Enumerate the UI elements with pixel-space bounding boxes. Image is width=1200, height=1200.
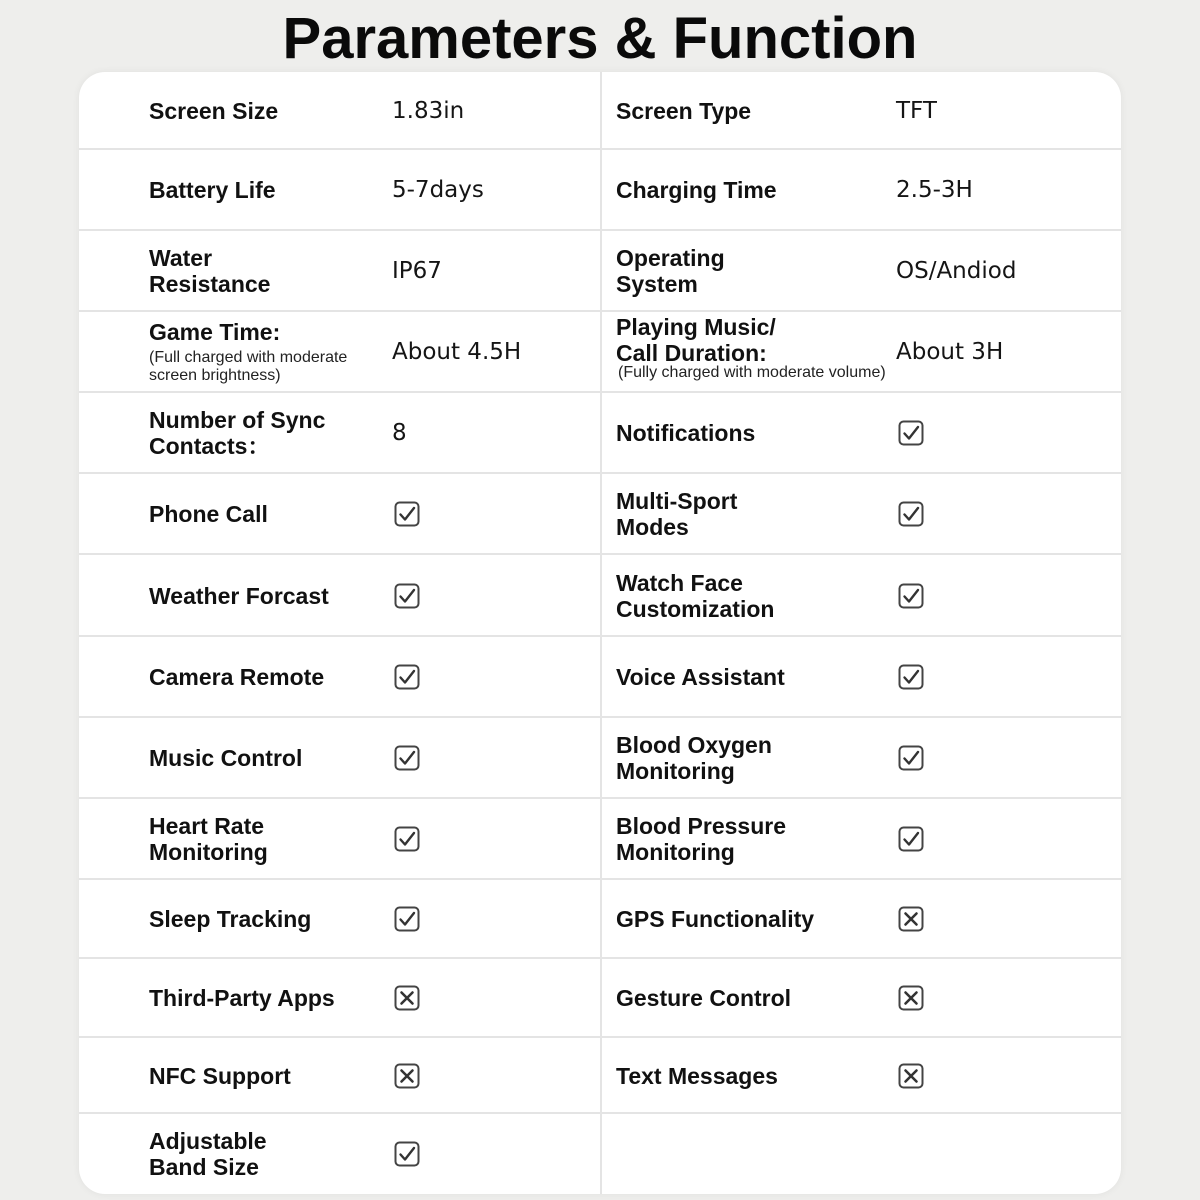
crossed-box-icon (898, 1063, 924, 1089)
table-row (79, 230, 1121, 311)
spec-label-text: Third-Party Apps (149, 985, 335, 1011)
spec-label-text: Weather Forcast (149, 582, 329, 609)
spec-check (392, 799, 592, 879)
spec-label-text: Screen Type (616, 97, 752, 124)
spec-value-text: About 4.5H (392, 339, 522, 365)
spec-label-text: Watch Face Customization (616, 569, 775, 622)
spec-check (392, 637, 592, 717)
crossed-box-icon (898, 985, 924, 1011)
spec-label-text: Number of Sync Contacts： (149, 406, 326, 459)
spec-label (616, 555, 886, 636)
spec-label (616, 799, 886, 879)
spec-label (616, 474, 886, 554)
spec-check (392, 474, 592, 554)
checked-box-icon (394, 906, 420, 932)
spec-label (616, 637, 886, 717)
crossed-box-icon (394, 1063, 420, 1089)
spec-check (896, 959, 1116, 1037)
spec-value (392, 230, 592, 311)
page-title: Parameters & Function (282, 6, 918, 71)
spec-note: (Fully charged with moderate volume) (618, 364, 886, 381)
spec-label (149, 1114, 389, 1194)
spec-value-text: 2.5-3H (896, 177, 973, 203)
spec-label-text: GPS Functionality (616, 906, 815, 932)
spec-value-text: OS/Andiod (896, 257, 1017, 284)
spec-label-text: Blood Pressure Monitoring (616, 813, 786, 865)
spec-label (149, 637, 389, 717)
spec-value (896, 230, 1116, 311)
spec-value-text: About 3H (896, 339, 1004, 365)
checked-box-icon (898, 664, 924, 690)
spec-label (616, 230, 886, 311)
spec-label (616, 150, 886, 230)
checked-box-icon (898, 501, 924, 527)
spec-label (616, 72, 886, 149)
spec-label (616, 312, 886, 394)
table-row (79, 392, 1121, 473)
checked-box-icon (898, 583, 924, 609)
spec-check (896, 474, 1116, 554)
spec-label-text: Notifications (616, 419, 756, 446)
spec-label-text: Charging Time (616, 177, 777, 203)
spec-label (149, 799, 389, 879)
spec-label-text: Text Messages (616, 1062, 778, 1089)
spec-label (149, 312, 389, 392)
checked-box-icon (394, 826, 420, 852)
spec-label-text: Sleep Tracking (149, 906, 312, 932)
spec-label (149, 72, 389, 149)
crossed-box-icon (898, 906, 924, 932)
spec-label (616, 959, 886, 1037)
spec-check (896, 637, 1116, 717)
spec-check (896, 392, 1116, 473)
spec-label (616, 392, 886, 473)
spec-value-text: IP67 (392, 257, 442, 284)
table-row (79, 880, 1121, 958)
checked-box-icon (898, 826, 924, 852)
spec-table (79, 72, 1121, 1194)
spec-label (149, 230, 389, 311)
spec-label (149, 718, 389, 798)
spec-value (392, 392, 592, 473)
checked-box-icon (898, 420, 924, 446)
spec-note: (Full charged with moderate screen brightness) (149, 349, 348, 384)
spec-label (149, 959, 389, 1037)
checked-box-icon (394, 501, 420, 527)
spec-label-text: Multi-Sport Modes (616, 488, 738, 540)
spec-value (392, 72, 592, 149)
spec-label-text: Music Control (149, 745, 303, 771)
spec-check (392, 1038, 592, 1113)
spec-label-text: Water Resistance (149, 244, 271, 297)
table-row (79, 1038, 1121, 1113)
spec-label-text: Playing Music/ Call Duration: (616, 314, 776, 366)
table-row (79, 959, 1121, 1037)
spec-label-text: Phone Call (149, 501, 268, 527)
table-row (79, 637, 1121, 717)
spec-label-text: Adjustable Band Size (149, 1128, 267, 1180)
spec-value (896, 312, 1116, 392)
spec-label (149, 1038, 389, 1113)
spec-check (896, 799, 1116, 879)
table-row (79, 150, 1121, 230)
table-row (79, 799, 1121, 879)
spec-check (896, 718, 1116, 798)
spec-value (392, 312, 592, 392)
table-row (79, 555, 1121, 636)
spec-value (896, 150, 1116, 230)
spec-label (616, 880, 886, 958)
spec-label-text: Game Time: (149, 319, 281, 345)
table-row (79, 474, 1121, 554)
spec-label-text: Heart Rate Monitoring (149, 813, 268, 865)
spec-value-text: 1.83in (392, 97, 465, 124)
spec-label (149, 880, 389, 958)
spec-check (896, 1038, 1116, 1113)
spec-value-text: TFT (896, 97, 937, 124)
spec-value (896, 72, 1116, 149)
spec-check (392, 959, 592, 1037)
spec-label-text: Gesture Control (616, 985, 792, 1011)
spec-label-text: Voice Assistant (616, 664, 785, 690)
table-row (79, 1114, 1121, 1194)
spec-value (392, 150, 592, 230)
spec-label (149, 392, 389, 473)
checked-box-icon (394, 583, 420, 609)
crossed-box-icon (394, 985, 420, 1011)
spec-label-text: Camera Remote (149, 664, 325, 690)
spec-label-text: Battery Life (149, 177, 276, 203)
checked-box-icon (898, 745, 924, 771)
spec-label (616, 718, 886, 798)
checked-box-icon (394, 1141, 420, 1167)
spec-check (392, 1114, 592, 1194)
spec-check (392, 880, 592, 958)
spec-label (616, 1038, 886, 1113)
checked-box-icon (394, 745, 420, 771)
table-row (79, 72, 1121, 149)
spec-check (896, 555, 1116, 636)
spec-check (392, 718, 592, 798)
table-row (79, 718, 1121, 798)
spec-value-text: 8 (392, 419, 407, 446)
spec-value-text: 5-7days (392, 177, 484, 203)
checked-box-icon (394, 664, 420, 690)
spec-label (149, 150, 389, 230)
spec-label-text: Operating System (616, 244, 725, 297)
table-row (79, 312, 1121, 392)
spec-label-text: Screen Size (149, 97, 279, 124)
spec-label-text: NFC Support (149, 1062, 291, 1089)
spec-label-text: Blood Oxygen Monitoring (616, 732, 772, 784)
spec-check (392, 555, 592, 636)
spec-label (149, 555, 389, 636)
spec-check (896, 880, 1116, 958)
spec-label (149, 474, 389, 554)
